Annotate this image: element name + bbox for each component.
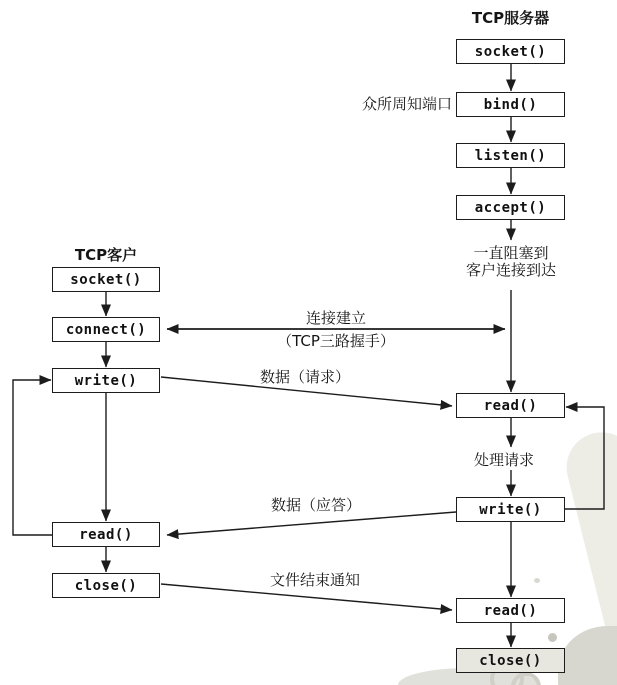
client-close-box: close(): [52, 573, 160, 598]
server-accept-box: accept(): [456, 195, 565, 220]
client-read-box: read(): [52, 522, 160, 547]
three-way-handshake-label: （TCP三路握手）: [277, 332, 395, 350]
client-title: TCP客户: [74, 246, 138, 264]
server-title: TCP服务器: [471, 9, 550, 27]
block-until-label-line1: 一直阻塞到: [473, 244, 549, 262]
client-connect-box: connect(): [52, 317, 160, 342]
server-write-box: write(): [456, 497, 565, 522]
loop-server-write-to-read1: [565, 407, 604, 509]
well-known-port-label: 众所周知端口: [361, 95, 452, 113]
server-read1-box: read(): [456, 393, 565, 418]
server-close-box: close(): [456, 648, 565, 673]
process-request-label: 处理请求: [473, 451, 534, 469]
client-socket-box: socket(): [52, 267, 160, 292]
connection-established-label: 连接建立: [305, 309, 366, 327]
server-socket-box: socket(): [456, 39, 565, 64]
server-listen-box: listen(): [456, 143, 565, 168]
client-write-box: write(): [52, 368, 160, 393]
data-reply-label: 数据（应答）: [270, 496, 361, 514]
data-request-label: 数据（请求）: [259, 368, 350, 386]
server-bind-box: bind(): [456, 92, 565, 117]
arrow-data-reply: [167, 512, 456, 535]
eof-notification-label: 文件结束通知: [269, 571, 360, 589]
server-read2-box: read(): [456, 598, 565, 623]
loop-client-read-to-write: [13, 380, 52, 535]
block-until-label-line2: 客户连接到达: [465, 261, 556, 279]
